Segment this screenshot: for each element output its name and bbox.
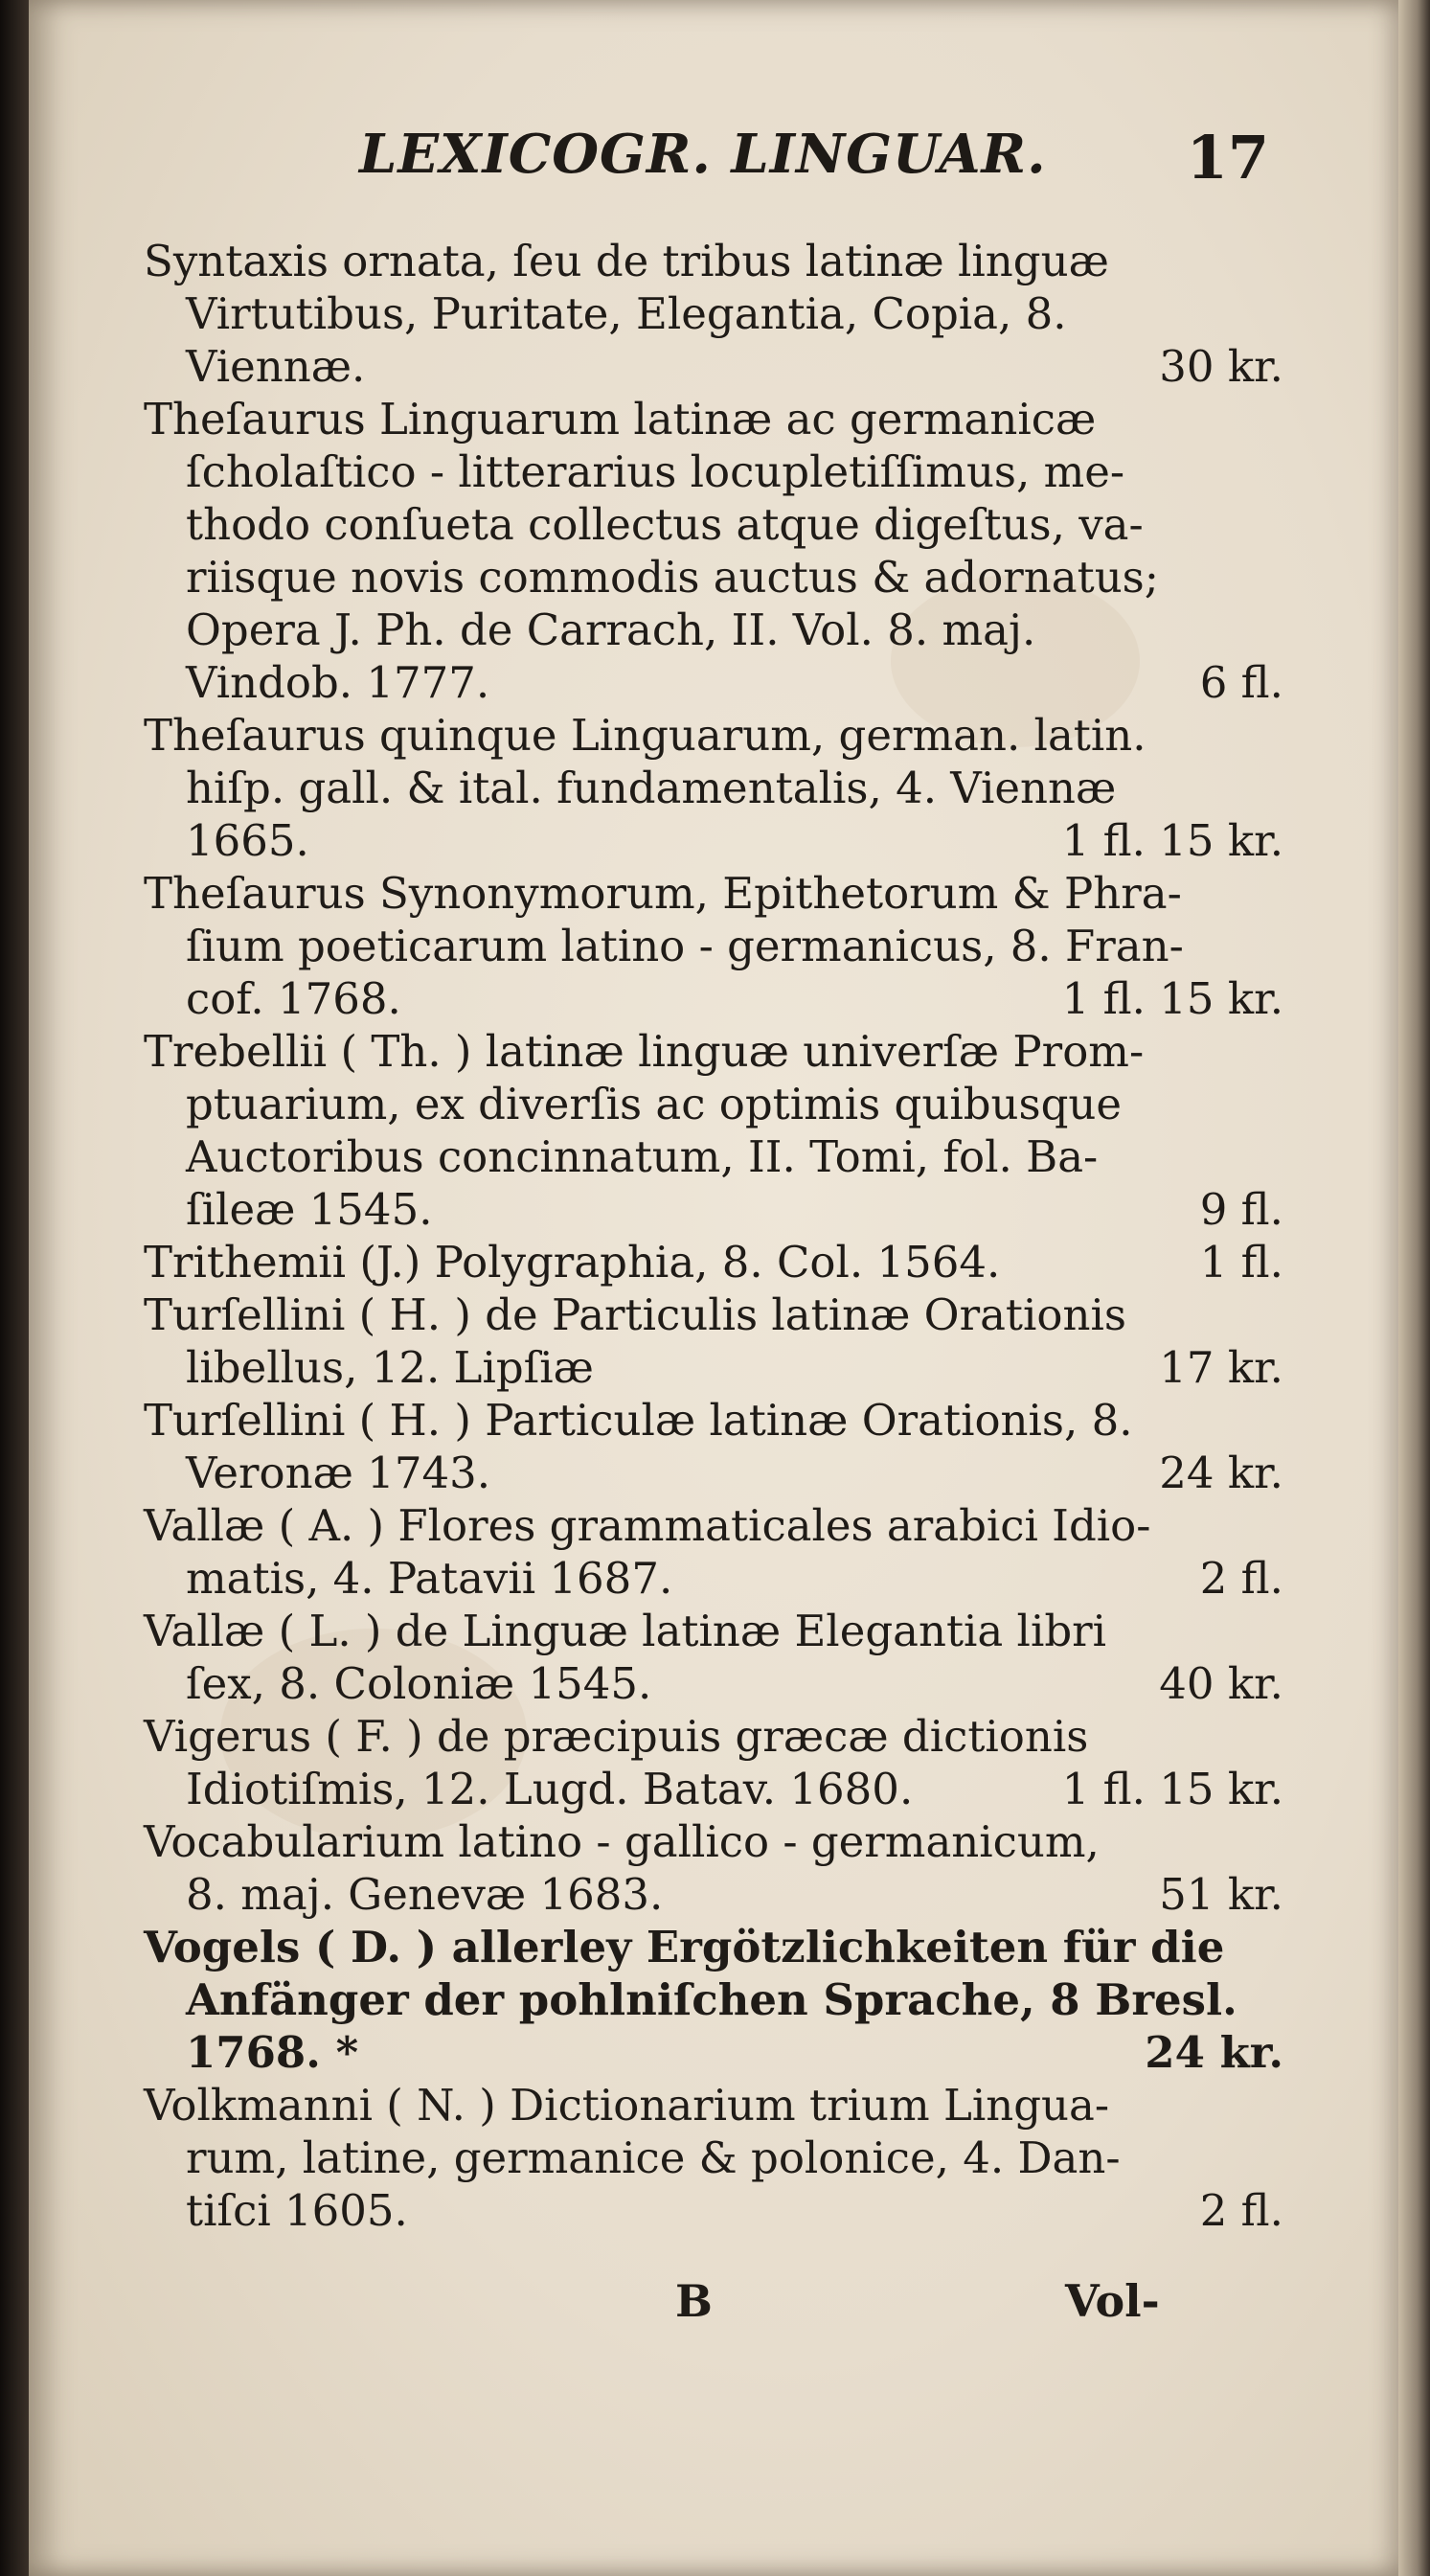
signature-mark: B [675, 2275, 713, 2327]
binding-gutter [0, 0, 29, 2576]
entry-text: Vindob. 1777. [186, 657, 490, 708]
entry-price: 1 fl. 15 kr. [1061, 1764, 1283, 1814]
entry-price: 40 kr. [1159, 1658, 1283, 1709]
entry-line [144, 867, 1283, 920]
entry-line [144, 1868, 1283, 1921]
entry-text: Idiotiſmis, 12. Lugd. Batav. 1680. [186, 1764, 914, 1814]
entry-text: Veronæ 1743. [186, 1448, 491, 1498]
entry-line [144, 972, 1283, 1025]
bibliography-entry [144, 1499, 1283, 1605]
entry-text: matis, 4. Patavii 1687. [186, 1553, 673, 1604]
entry-text: ptuarium, ex diverſis ac optimis quibusque [186, 1079, 1123, 1129]
entry-line [144, 287, 1283, 340]
entry-price: 1 fl. [1199, 1237, 1283, 1288]
entry-line [144, 814, 1283, 867]
entry-line [144, 2079, 1283, 2131]
entry-line [144, 1183, 1283, 1236]
entry-text: 1665. [186, 815, 309, 866]
entry-line [144, 498, 1283, 551]
entry-text: 8. maj. Genevæ 1683. [186, 1869, 664, 1920]
entry-text: Opera J. Ph. de Carrach, II. Vol. 8. maj. [186, 604, 1036, 655]
entry-price: 6 fl. [1199, 657, 1283, 708]
entry-text: Vigerus ( F. ) de præcipuis græcæ dictionis [144, 1711, 1089, 1762]
bibliography-entries [144, 235, 1283, 2237]
entry-text: rum, latine, germanice & polonice, 4. Dan- [186, 2132, 1121, 2183]
entry-line [144, 1078, 1283, 1130]
entry-text: Theſaurus Synonymorum, Epithetorum & Phra- [144, 868, 1182, 919]
entry-line [144, 1605, 1283, 1657]
page-footer [29, 2275, 1398, 2342]
running-title: LEXICOGR. LINGUAR. [359, 123, 1047, 186]
entry-text: Syntaxis ornata, ſeu de tribus latinæ linguæ [144, 236, 1109, 286]
bibliography-entry [144, 1236, 1283, 1288]
bibliography-entry [144, 1815, 1283, 1921]
entry-line [144, 1921, 1283, 1973]
entry-price: 24 kr. [1159, 1448, 1283, 1498]
page-edge [1398, 0, 1430, 2576]
entry-text: Volkmanni ( N. ) Dictionarium trium Lingua- [144, 2080, 1110, 2131]
entry-text: cof. 1768. [186, 973, 401, 1024]
bibliography-entry [144, 2079, 1283, 2237]
entry-text: ſex, 8. Coloniæ 1545. [186, 1658, 652, 1709]
entry-line [144, 1236, 1283, 1288]
entry-price: 9 fl. [1199, 1184, 1283, 1235]
entry-price: 24 kr. [1145, 2027, 1283, 2078]
entry-line [144, 2184, 1283, 2237]
bibliography-entry [144, 1710, 1283, 1815]
entry-text: Virtutibus, Puritate, Elegantia, Copia, 8. [186, 288, 1067, 339]
entry-line [144, 1815, 1283, 1868]
entry-text: Vogels ( D. ) allerley Ergötzlichkeiten für die [144, 1922, 1225, 1972]
entry-text: Anfänger der pohlniſchen Sprache, 8 Bresl. [186, 1974, 1237, 2025]
entry-text: Trithemii (J.) Polygraphia, 8. Col. 1564. [144, 1237, 1001, 1288]
entry-line [144, 2026, 1283, 2079]
bibliography-entry [144, 1394, 1283, 1499]
entry-line [144, 762, 1283, 814]
entry-line [144, 235, 1283, 287]
entry-line [144, 340, 1283, 393]
bibliography-entry [144, 709, 1283, 867]
entry-text: Turſellini ( H. ) Particulæ latinæ Orationis, 8. [144, 1395, 1133, 1446]
entry-line [144, 604, 1283, 656]
entry-text: ſileæ 1545. [186, 1184, 433, 1235]
entry-text: 1768. * [186, 2027, 359, 2078]
entry-price: 2 fl. [1199, 1553, 1283, 1604]
bibliography-entry [144, 1605, 1283, 1710]
entry-line [144, 1657, 1283, 1710]
entry-line [144, 656, 1283, 709]
entry-text: Trebellii ( Th. ) latinæ linguæ univerſæ Prom- [144, 1026, 1145, 1077]
entry-text: Turſellini ( H. ) de Particulis latinæ Orationis [144, 1289, 1126, 1340]
entry-text: Theſaurus Linguarum latinæ ac germanicæ [144, 394, 1097, 445]
entry-text: Viennæ. [186, 341, 366, 392]
entry-line [144, 920, 1283, 972]
entry-text: Auctoribus concinnatum, II. Tomi, fol. Ba- [186, 1131, 1099, 1182]
bibliography-entry [144, 1921, 1283, 2079]
entry-line [144, 709, 1283, 762]
entry-text: Vocabularium latino - gallico - germanicum, [144, 1816, 1100, 1867]
entry-line [144, 1025, 1283, 1078]
entry-text: ſcholaſtico - litterarius locupletiſſimus, me- [186, 446, 1125, 497]
entry-line [144, 1341, 1283, 1394]
entry-text: hiſp. gall. & ital. fundamentalis, 4. Viennæ [186, 763, 1117, 813]
entry-line [144, 1499, 1283, 1552]
entry-text: ſium poeticarum latino - germanicus, 8. Fran- [186, 921, 1184, 971]
entry-line [144, 1710, 1283, 1763]
bibliography-entry [144, 1025, 1283, 1236]
book-page [29, 0, 1398, 2576]
entry-line [144, 2131, 1283, 2184]
bibliography-entry [144, 235, 1283, 393]
catchword: Vol- [1065, 2275, 1160, 2327]
running-header [359, 123, 1269, 199]
entry-price: 2 fl. [1199, 2185, 1283, 2236]
entry-text: tiſci 1605. [186, 2185, 408, 2236]
entry-line [144, 1394, 1283, 1447]
bibliography-entry [144, 1288, 1283, 1394]
entry-text: libellus, 12. Lipſiæ [186, 1342, 594, 1393]
entry-text: thodo conſueta collectus atque digeſtus, va- [186, 499, 1144, 550]
entry-line [144, 393, 1283, 445]
entry-price: 1 fl. 15 kr. [1061, 973, 1283, 1024]
bibliography-entry [144, 393, 1283, 709]
bibliography-entry [144, 867, 1283, 1025]
entry-price: 30 kr. [1159, 341, 1283, 392]
entry-line [144, 1288, 1283, 1341]
entry-text: Vallæ ( L. ) de Linguæ latinæ Elegantia libri [144, 1606, 1107, 1656]
entry-text: Vallæ ( A. ) Flores grammaticales arabici Idio- [144, 1500, 1151, 1551]
entry-price: 17 kr. [1159, 1342, 1283, 1393]
entry-text: riisque novis commodis auctus & adornatus; [186, 552, 1159, 603]
entry-line [144, 1447, 1283, 1499]
entry-line [144, 1763, 1283, 1815]
entry-line [144, 1552, 1283, 1605]
entry-line [144, 551, 1283, 604]
entry-price: 51 kr. [1159, 1869, 1283, 1920]
entry-line [144, 445, 1283, 498]
entry-text: Theſaurus quinque Linguarum, german. latin. [144, 710, 1146, 761]
entry-line [144, 1973, 1283, 2026]
entry-line [144, 1130, 1283, 1183]
page-number: 17 [1186, 123, 1269, 193]
entry-price: 1 fl. 15 kr. [1061, 815, 1283, 866]
